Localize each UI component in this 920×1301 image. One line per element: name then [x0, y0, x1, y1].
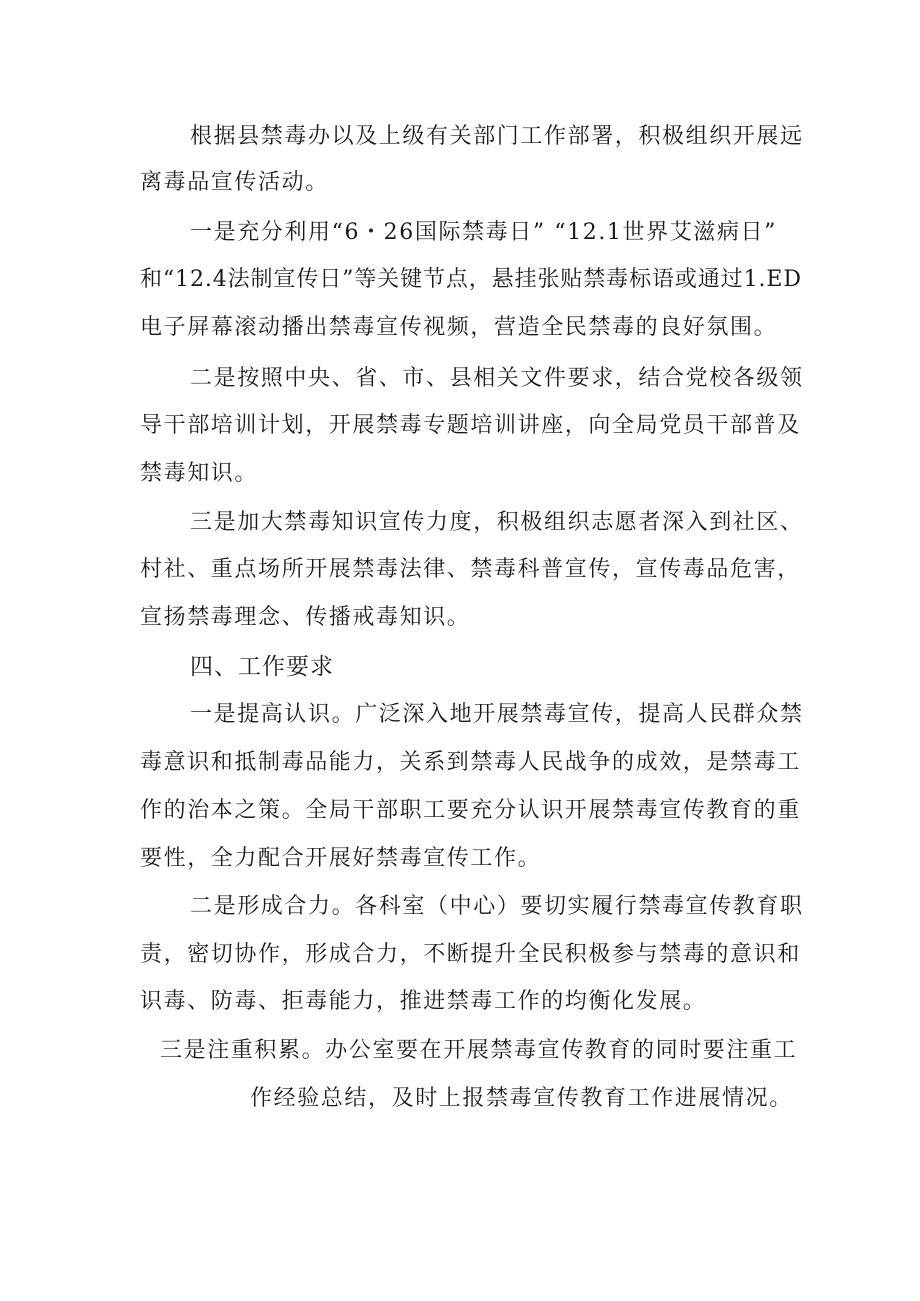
requirement-1-line-1: 一是提高认识。广泛深入地开展禁毒宣传，提高人民群众禁: [190, 702, 804, 727]
paragraph-1-line-1: 根据县禁毒办以及上级有关部门工作部署，积极组织开展远: [190, 124, 804, 149]
paragraph-2-line-3: 电子屏幕滚动播出禁毒宣传视频，营造全民禁毒的良好氛围。: [140, 315, 778, 340]
requirement-3-line-2: 作经验总结，及时上报禁毒宣传教育工作进展情况。: [250, 1086, 793, 1111]
requirement-1-line-2: 毒意识和抵制毒品能力，关系到禁毒人民战争的成效，是禁毒工: [140, 750, 801, 775]
requirement-2-line-1: 二是形成合力。各科室（中心）要切实履行禁毒宣传教育职: [190, 894, 804, 919]
paragraph-4-line-1: 三是加大禁毒知识宣传力度，积极组织志愿者深入到社区、: [190, 510, 804, 535]
requirement-2-line-3: 识毒、防毒、拒毒能力，推进禁毒工作的均衡化发展。: [140, 989, 707, 1014]
paragraph-2-line-2: 和“12.4法制宣传日”等关键节点，悬挂张贴禁毒标语或通过1.ED: [140, 267, 802, 292]
requirement-3-line-1: 三是注重积累。办公室要在开展禁毒宣传教育的同时要注重工: [160, 1038, 798, 1063]
paragraph-3-line-1: 二是按照中央、省、市、县相关文件要求，结合党校各级领: [190, 366, 804, 391]
requirement-1-line-4: 要性，全力配合开展好禁毒宣传工作。: [140, 846, 542, 871]
paragraph-3-line-3: 禁毒知识。: [140, 461, 259, 486]
paragraph-4-line-3: 宣扬禁毒理念、传播戒毒知识。: [140, 605, 471, 630]
requirement-1-line-3: 作的治本之策。全局干部职工要充分认识开展禁毒宣传教育的重: [140, 798, 801, 823]
section-heading: 四、工作要求: [190, 654, 334, 680]
paragraph-2-line-1: 一是充分利用“6・26国际禁毒日” “12.1世界艾滋病日”: [190, 220, 777, 245]
paragraph-4-line-2: 村社、重点场所开展禁毒法律、禁毒科普宣传，宣传毒品危害，: [140, 557, 801, 582]
paragraph-3-line-2: 导干部培训计划，开展禁毒专题培训讲座，向全局党员干部普及: [140, 413, 801, 438]
requirement-2-line-2: 责，密切协作，形成合力，不断提升全民积极参与禁毒的意识和: [140, 942, 801, 967]
paragraph-1-line-2: 离毒品宣传活动。: [140, 170, 329, 195]
